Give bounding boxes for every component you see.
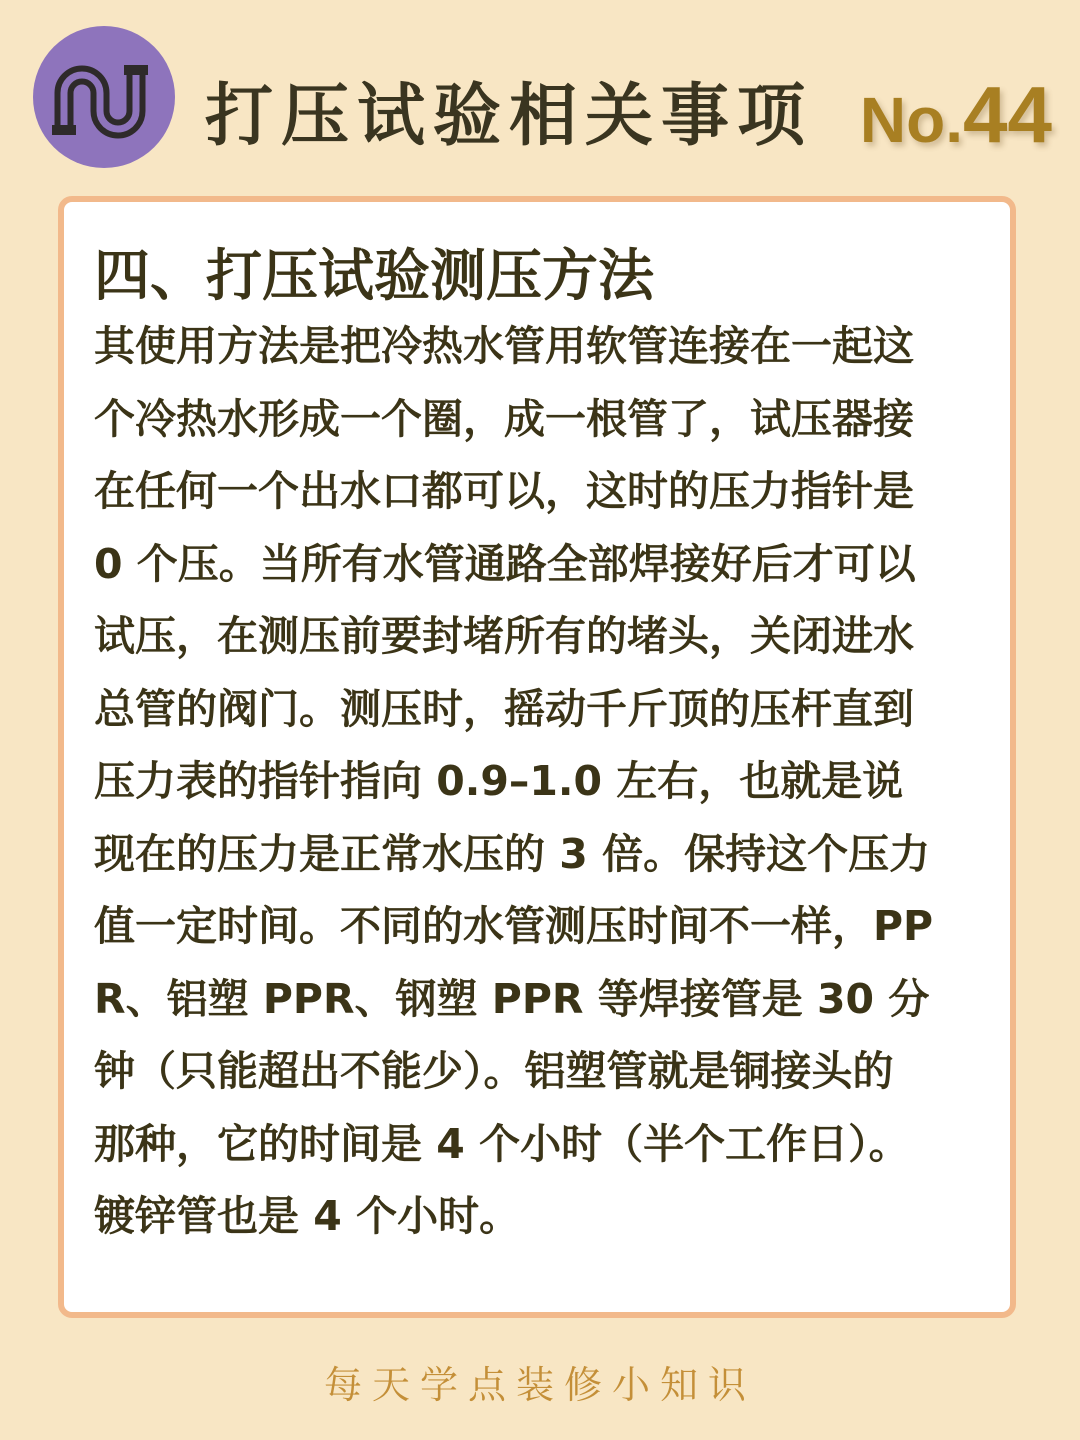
body-line: 0 个压。当所有水管通路全部焊接好后才可以 bbox=[94, 539, 916, 588]
content-card bbox=[58, 196, 1016, 1318]
body-line: 镀锌管也是 4 个小时。 bbox=[94, 1192, 521, 1240]
body-line: 现在的压力是正常水压的 3 倍。保持这个压力 bbox=[94, 829, 931, 878]
body-line: 其使用方法是把冷热水管用软管连接在一起这 bbox=[94, 322, 914, 370]
body-line: 个冷热水形成一个圈，成一根管了，试压器接 bbox=[94, 394, 914, 443]
logo-badge bbox=[33, 26, 175, 168]
page-title: 打压试验相关事项 bbox=[205, 77, 814, 156]
issue-prefix: No. bbox=[859, 84, 964, 156]
body-line: 总管的阀门。测压时，摇动千斤顶的压杆直到 bbox=[94, 684, 914, 733]
body-line: 钟（只能超出不能少）。铝塑管就是铜接头的 bbox=[94, 1047, 894, 1095]
footer-tagline: 每天学点装修小知识 bbox=[323, 1363, 756, 1407]
body-line: 那种，它的时间是 4 个小时（半个工作日）。 bbox=[94, 1119, 910, 1168]
body-line: 在任何一个出水口都可以，这时的压力指针是 bbox=[94, 467, 914, 515]
issue-number bbox=[860, 70, 1052, 183]
body-line: 压力表的指针指向 0.9–1.0 左右，也就是说 bbox=[94, 757, 904, 805]
body-line: R、铝塑 PPR、钢塑 PPR 等焊接管是 30 分 bbox=[94, 974, 930, 1023]
pipe-icon bbox=[52, 45, 156, 149]
issue-value: 44 bbox=[963, 70, 1052, 159]
body-line: 值一定时间。不同的水管测压时间不一样，PP bbox=[94, 902, 934, 950]
body-line: 试压，在测压前要封堵所有的堵头，关闭进水 bbox=[94, 612, 914, 660]
body-text bbox=[94, 310, 1009, 1253]
section-heading: 四、打压试验测压方法 bbox=[94, 244, 654, 309]
